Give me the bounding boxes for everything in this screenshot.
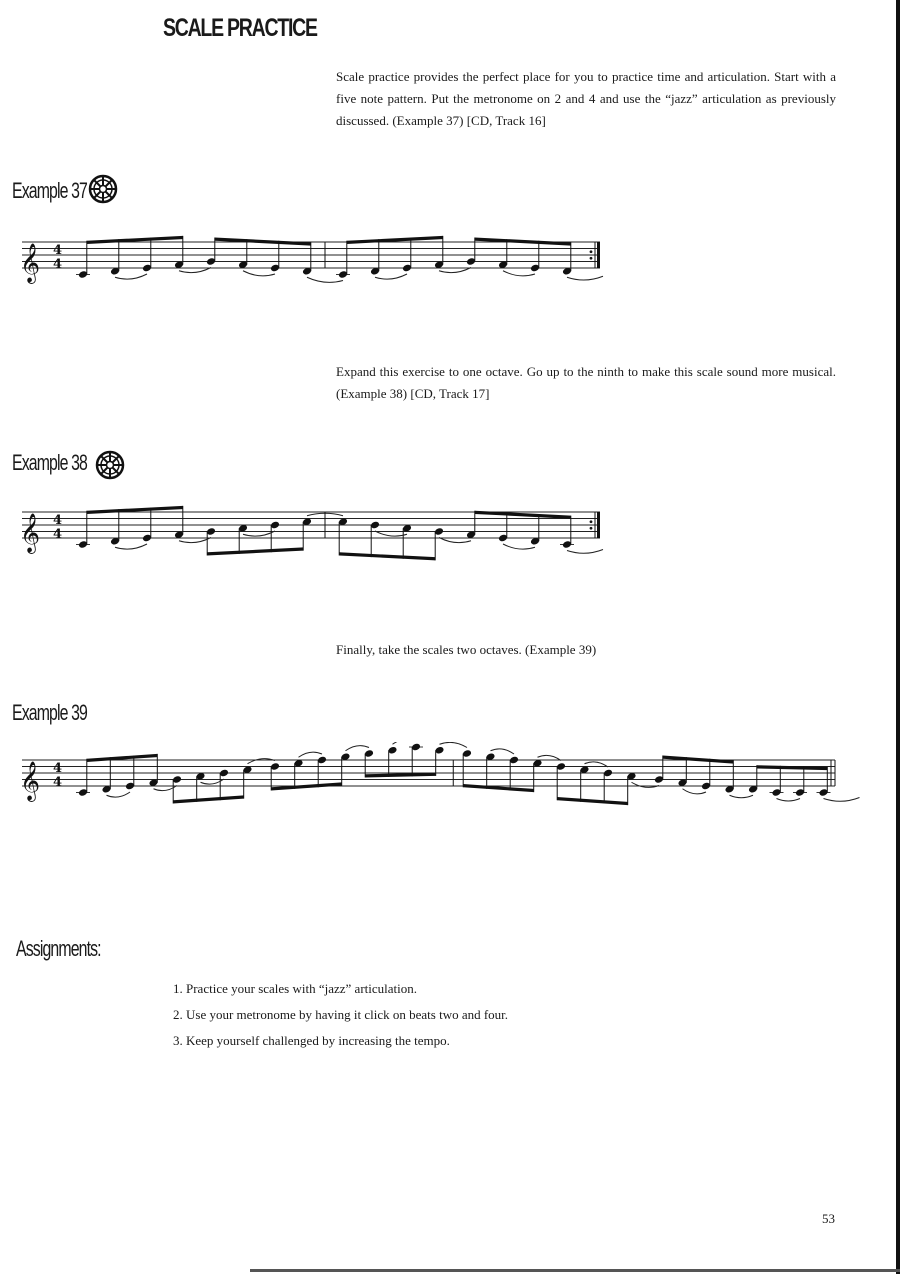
slur xyxy=(683,789,707,794)
note-beam xyxy=(215,238,311,246)
cd-icon xyxy=(95,450,125,480)
note-beam xyxy=(271,782,342,790)
repeat-dot xyxy=(590,527,593,530)
example-38-staff xyxy=(0,498,900,568)
example-39-label: Example 39 xyxy=(12,700,88,725)
note-beam xyxy=(663,756,734,764)
note-beam xyxy=(87,236,183,244)
final-bar xyxy=(597,512,600,538)
slur xyxy=(503,271,535,276)
slur xyxy=(248,759,276,764)
example-39-staff xyxy=(0,742,900,822)
slur xyxy=(393,742,417,744)
time-signature-top: 4 xyxy=(53,761,63,776)
note-beam xyxy=(207,547,303,555)
repeat-dot xyxy=(590,257,593,260)
time-signature-top: 4 xyxy=(53,243,63,258)
repeat-dot xyxy=(590,520,593,523)
note-beam xyxy=(87,506,183,514)
slur xyxy=(346,746,370,751)
slur xyxy=(632,782,660,787)
assignments-heading: Assignments: xyxy=(16,936,101,961)
finally-paragraph: Finally, take the scales two octaves. (Example 39) xyxy=(336,642,597,657)
slur xyxy=(115,544,147,549)
tie xyxy=(824,798,860,802)
cd-icon xyxy=(88,174,118,204)
slur xyxy=(503,544,535,549)
slur xyxy=(777,799,801,802)
assignment-item: 3. Keep yourself challenged by increasing the tempo. xyxy=(173,1033,450,1048)
assignment-item: 1. Practice your scales with “jazz” articulation. xyxy=(173,981,418,996)
assignment-item: 2. Use your metronome by having it click on beats two and four. xyxy=(173,1007,509,1022)
treble-clef: 𝄞 xyxy=(20,513,41,553)
page-number: 53 xyxy=(822,1211,835,1226)
repeat-dot xyxy=(590,250,593,253)
note-beam xyxy=(173,795,244,803)
expand-paragraph: Expand this exercise to one octave. Go up to the ninth to make this scale sound more musical. (Example 38) [CD, Track 17] xyxy=(336,364,836,401)
assignments-list xyxy=(173,978,508,1056)
slur xyxy=(375,274,407,279)
note-beam xyxy=(757,765,828,770)
page-edge xyxy=(896,0,900,1274)
slur xyxy=(243,271,275,276)
time-signature-bottom: 4 xyxy=(53,257,63,272)
note-beam xyxy=(339,552,435,560)
note-beam xyxy=(463,784,534,792)
intro-paragraph: Scale practice provides the perfect place for you to practice time and articulation. Start with a five note pattern. Put the metronome on 2 and 4 and use the “jazz” articulation as previously discussed. (Example 37) [CD, Track 16] xyxy=(336,69,836,128)
slur xyxy=(115,274,147,279)
slur xyxy=(307,277,343,282)
slur xyxy=(491,749,515,754)
slur xyxy=(107,792,131,797)
note-beam xyxy=(87,754,158,762)
page-bottom-edge xyxy=(250,1269,900,1272)
slur xyxy=(299,752,323,757)
slur xyxy=(440,742,468,747)
final-bar xyxy=(597,242,600,268)
example-37-label: Example 37 xyxy=(12,178,88,203)
time-signature-bottom: 4 xyxy=(53,527,63,542)
slur xyxy=(730,795,754,798)
note-beam xyxy=(557,797,628,805)
time-signature-top: 4 xyxy=(53,513,63,528)
tie xyxy=(567,276,603,280)
treble-clef: 𝄞 xyxy=(20,243,41,283)
page-title: SCALE PRACTICE xyxy=(163,14,317,42)
time-signature-bottom: 4 xyxy=(53,775,63,790)
example-37-staff xyxy=(0,228,900,298)
treble-clef: 𝄞 xyxy=(20,761,41,801)
note-beam xyxy=(475,238,571,246)
note-beam xyxy=(347,236,443,244)
example-38-label: Example 38 xyxy=(12,450,88,475)
tie xyxy=(567,550,603,554)
